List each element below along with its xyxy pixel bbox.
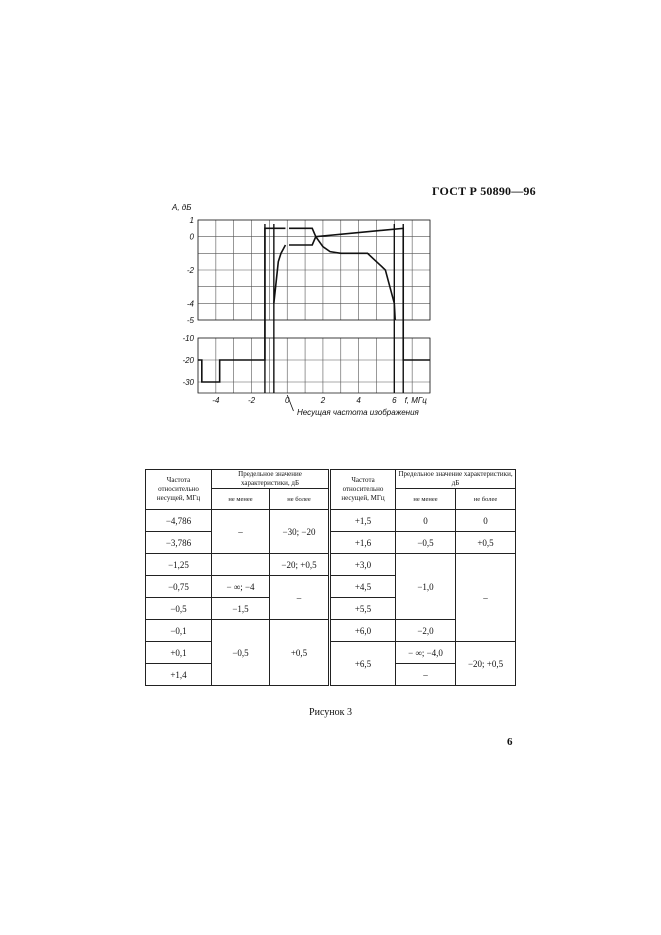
cell-freq: +5,5	[330, 598, 396, 620]
chart-series	[198, 224, 430, 393]
y-tick-label: -4	[186, 299, 194, 309]
cell-min: –	[396, 664, 456, 686]
y-tick-label: 1	[189, 216, 194, 225]
header-freq-left: Частота относительно несущей, МГц	[146, 470, 212, 510]
y-tick-label: -20	[182, 356, 194, 365]
cell-freq: −4,786	[146, 510, 212, 532]
cell-freq: +1,5	[330, 510, 396, 532]
cell-max: +0,5	[456, 532, 516, 554]
cell-freq: +0,1	[146, 642, 212, 664]
annotation-text: Несущая частота изображения	[297, 408, 419, 417]
x-tick-label: 6	[392, 396, 397, 405]
x-tick-label: 2	[320, 396, 326, 405]
cell-freq: −1,25	[146, 554, 212, 576]
header-min-left: не менее	[212, 489, 270, 510]
cell-freq: −3,786	[146, 532, 212, 554]
cell-min: −1,5	[212, 598, 270, 620]
cell-min: −1,0	[396, 554, 456, 620]
y-tick-label: -5	[186, 316, 194, 325]
cell-min: 0	[396, 510, 456, 532]
cell-freq: +6,5	[330, 642, 396, 686]
y-axis-label: A, дБ	[172, 203, 192, 212]
cell-empty	[212, 554, 270, 576]
cell-freq: −0,1	[146, 620, 212, 642]
cell-min: − ∞; −4	[212, 576, 270, 598]
cell-min: −2,0	[396, 620, 456, 642]
cell-freq: +1,6	[330, 532, 396, 554]
cell-max: –	[270, 576, 330, 620]
cell-min: –	[212, 510, 270, 554]
x-axis-label: f, МГц	[404, 396, 427, 405]
header-freq-right: Частота относительно несущей, МГц	[330, 470, 396, 510]
cell-max: –	[456, 554, 516, 642]
chart-labels	[171, 203, 427, 417]
page-number: 6	[507, 736, 513, 748]
x-tick-label: -4	[212, 396, 220, 405]
cell-max: −20; +0,5	[456, 642, 516, 686]
cell-freq: +6,0	[330, 620, 396, 642]
cell-max: +0,5	[270, 620, 330, 686]
response-chart	[168, 196, 440, 422]
header-min-right: не менее	[396, 489, 456, 510]
lower-panel-frame	[198, 338, 430, 393]
header-limit-left: Предельное значение характеристики, дБ	[212, 470, 330, 489]
cell-max: −30; −20	[270, 510, 330, 554]
series-line-1	[289, 228, 430, 360]
y-tick-label: -2	[186, 266, 194, 275]
series-line-0	[198, 228, 285, 382]
limits-table	[145, 469, 516, 686]
y-tick-label: -30	[182, 378, 194, 387]
document-code: ГОСТ Р 50890—96	[432, 184, 536, 198]
x-tick-label: 4	[356, 396, 361, 405]
cell-freq: −0,5	[146, 598, 212, 620]
cell-min: − ∞; −4,0	[396, 642, 456, 664]
cell-freq: +4,5	[330, 576, 396, 598]
cell-freq: +3,0	[330, 554, 396, 576]
cell-min: −0,5	[396, 532, 456, 554]
cell-max: −20; +0,5	[270, 554, 330, 576]
header-limit-right: Предельное значение характеристики, дБ	[396, 470, 516, 489]
cell-max: 0	[456, 510, 516, 532]
y-tick-label: 0	[189, 232, 194, 242]
cell-freq: −0,75	[146, 576, 212, 598]
cell-min: −0,5	[212, 620, 270, 686]
header-max-left: не более	[270, 489, 330, 510]
figure-caption: Рисунок 3	[309, 707, 352, 718]
y-tick-label: -10	[182, 334, 194, 343]
limits-table-wrapper	[145, 469, 515, 686]
x-tick-label: 0	[285, 396, 290, 405]
series-line-2	[274, 245, 286, 303]
cell-freq: +1,4	[146, 664, 212, 686]
x-tick-label: -2	[247, 396, 256, 405]
header-max-right: не более	[456, 489, 516, 510]
